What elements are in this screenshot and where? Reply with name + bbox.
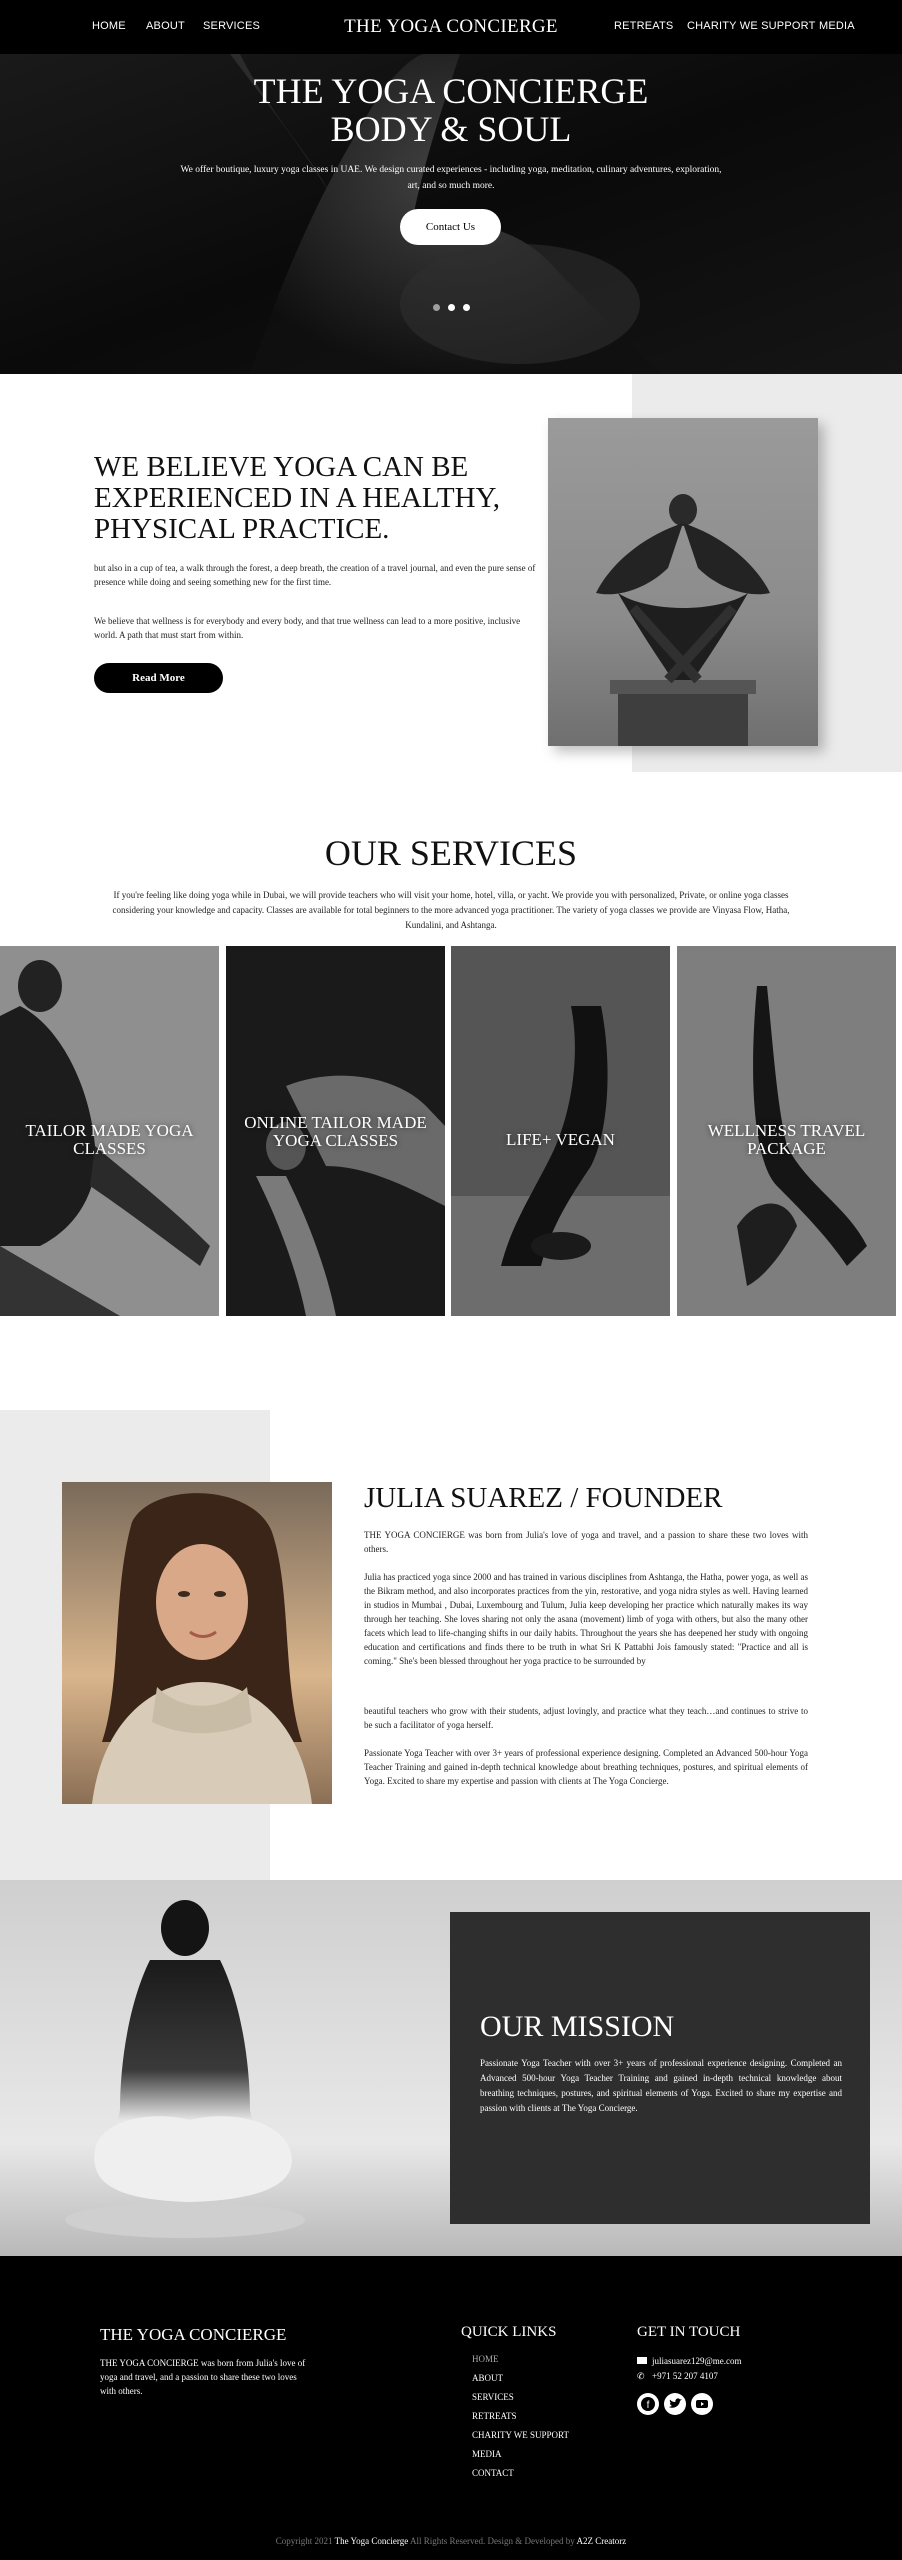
footer-link-media[interactable]: MEDIA xyxy=(472,2449,502,2459)
services-intro: If you're feeling like doing yoga while in Dubai, we will provide teachers who will visit your home, hotel, villa, or yacht. We provide you with personalized, Private, or online yoga classes considering your knowledge and capacity. Classes are available for total beginners to the more advanced yoga practitioner. The variety of yoga classes we provide are Vinyasa Flow, Hatha, Kundalini, and Ashtanga. xyxy=(112,890,790,930)
footer-link-services[interactable]: SERVICES xyxy=(472,2392,514,2402)
footer-phone-row[interactable] xyxy=(637,2366,837,2384)
footer-about-text: THE YOGA CONCIERGE was born from Julia's love of yoga and travel, and a passion to share these two loves with others. xyxy=(100,2358,306,2396)
footer-phone[interactable]: +971 52 207 4107 xyxy=(652,2371,718,2381)
service-card-label: LIFE+ VEGAN xyxy=(506,1130,615,1149)
hero-title-line-2: BODY & SOUL xyxy=(330,109,572,149)
copyright-developer[interactable]: A2Z Creatorz xyxy=(576,2536,627,2546)
copyright-brand[interactable]: The Yoga Concierge xyxy=(334,2536,409,2546)
believe-heading: WE BELIEVE YOGA CAN BE EXPERIENCED IN A HEALTHY, PHYSICAL PRACTICE. xyxy=(94,451,501,545)
top-navigation xyxy=(0,0,902,54)
service-card-life-vegan[interactable] xyxy=(451,946,670,1316)
nav-media-link[interactable]: MEDIA xyxy=(819,20,855,32)
footer-link-contact[interactable]: CONTACT xyxy=(472,2468,514,2478)
quick-links-list xyxy=(472,2350,632,2483)
hero-title-line-1: THE YOGA CONCIERGE xyxy=(253,71,649,111)
founder-paragraph-4: Passionate Yoga Teacher with over 3+ years of professional experience designing. Completed an Advanced 500-hour Yoga Teacher Training and gained in-depth technical knowledge about breathing techniques, postures, and spiritual elements of Yoga. Excited to share my expertise and passion with clients at The Yoga Concierge. xyxy=(364,1748,808,1786)
service-card-online[interactable] xyxy=(226,946,445,1316)
founder-paragraph-1: THE YOGA CONCIERGE was born from Julia's love of yoga and travel, and a passion to share these two loves with others. xyxy=(364,1530,808,1554)
site-brand[interactable]: THE YOGA CONCIERGE xyxy=(344,16,558,37)
nav-about-link[interactable]: ABOUT xyxy=(146,20,185,32)
services-heading: OUR SERVICES xyxy=(324,833,578,873)
founder-portrait-illustration xyxy=(62,1482,332,1804)
mission-heading: OUR MISSION xyxy=(480,2010,675,2043)
copyright-middle: All Rights Reserved. Design & Developed by xyxy=(409,2536,575,2546)
service-card-label: ONLINE TAILOR MADE YOGA CLASSES xyxy=(244,1113,427,1150)
copyright-prefix: Copyright 2021 xyxy=(275,2536,333,2546)
believe-paragraph-1: but also in a cup of tea, a walk through the forest, a deep breath, the creation of a travel journal, and even the pure sense of presence while doing and seeing something new for the first time. xyxy=(94,563,536,587)
founder-heading: JULIA SUAREZ / FOUNDER xyxy=(364,1482,723,1514)
svg-text:f: f xyxy=(646,2400,650,2411)
quick-links-heading: QUICK LINKS xyxy=(461,2324,557,2340)
nav-services-link[interactable]: SERVICES xyxy=(203,20,261,32)
nav-retreats-link[interactable]: RETREATS xyxy=(614,20,674,32)
mission-paragraph: Passionate Yoga Teacher with over 3+ years of professional experience designing. Completed an Advanced 500-hour Yoga Teacher Training and gained in-depth technical knowledge about breathing techniques, postures, and spiritual elements of Yoga. Excited to share my expertise and passion with clients at The Yoga Concierge. xyxy=(480,2058,842,2113)
facebook-icon[interactable] xyxy=(637,2393,659,2415)
slider-dot-3[interactable] xyxy=(463,304,470,311)
footer-link-retreats[interactable]: RETREATS xyxy=(472,2411,517,2421)
yoga-pose-illustration xyxy=(548,418,818,746)
footer-brand: THE YOGA CONCIERGE xyxy=(100,2325,287,2344)
read-more-button[interactable]: Read More xyxy=(94,663,223,693)
footer-email[interactable]: juliasuarez129@me.com xyxy=(652,2356,742,2366)
footer-link-charity[interactable]: CHARITY WE SUPPORT xyxy=(472,2430,569,2440)
nav-home-link[interactable]: HOME xyxy=(92,20,126,32)
footer xyxy=(0,2256,902,2560)
get-in-touch-heading: GET IN TOUCH xyxy=(637,2324,741,2340)
footer-link-home[interactable]: HOME xyxy=(472,2354,499,2364)
youtube-icon[interactable] xyxy=(691,2393,713,2415)
contact-us-button[interactable]: Contact Us xyxy=(400,209,501,245)
believe-paragraph-2: We believe that wellness is for everybody and every body, and that true wellness can lead to a more positive, inclusive world. A path that must start from within. xyxy=(94,616,521,640)
hero-subtitle: We offer boutique, luxury yoga classes in UAE. We design curated experiences - including yoga, meditation, culinary adventures, exploration, art, and so much more. xyxy=(180,165,722,191)
service-card-label: WELLNESS TRAVEL PACKAGE xyxy=(707,1121,866,1158)
twitter-icon[interactable] xyxy=(664,2393,686,2415)
phone-icon: ✆ xyxy=(637,2370,645,2381)
copyright-line xyxy=(0,2536,902,2546)
mail-icon xyxy=(637,2357,647,2364)
yoga-pose-photo xyxy=(548,418,818,746)
founder-paragraph-3: beautiful teachers who grow with their students, adjust lovingly, and practice what they teach…and continues to strive to be such a facilitator of yoga herself. xyxy=(364,1706,808,1730)
founder-paragraph-2: Julia has practiced yoga since 2000 and has trained in various disciplines from Ashtanga, the Hatha, power yoga, as well as the Bikram method, and also incorporates practices from the yin, restorative, and yoga nidra styles as well. Having learned in studios in Mumbai , Dubai, Luxembourg and Tulum, Julia keep developing her practice which naturally makes its way through her teaching. She loves sharing not only the asana (movement) limb of yoga with others, but also the many other facets which lead to life-changing shifts in our daily habits. Throughout the years she has deepened her study with ongoing education and certifications and finds there to be truth in what Sri K Pattabhi Jois famously stated: "Practice and all is coming." She's been blessed throughout her yoga practice to be surrounded by xyxy=(364,1572,808,1666)
nav-charity-link[interactable]: CHARITY WE SUPPORT xyxy=(687,20,816,32)
footer-link-about[interactable]: ABOUT xyxy=(472,2373,503,2383)
service-card-tailor-made[interactable] xyxy=(0,946,219,1316)
service-card-wellness-travel[interactable] xyxy=(677,946,896,1316)
slider-dot-1[interactable] xyxy=(433,304,440,311)
slider-dot-2[interactable] xyxy=(448,304,455,311)
service-card-label: TAILOR MADE YOGA CLASSES xyxy=(25,1121,194,1158)
founder-portrait xyxy=(62,1482,332,1804)
hero-title xyxy=(0,72,902,148)
